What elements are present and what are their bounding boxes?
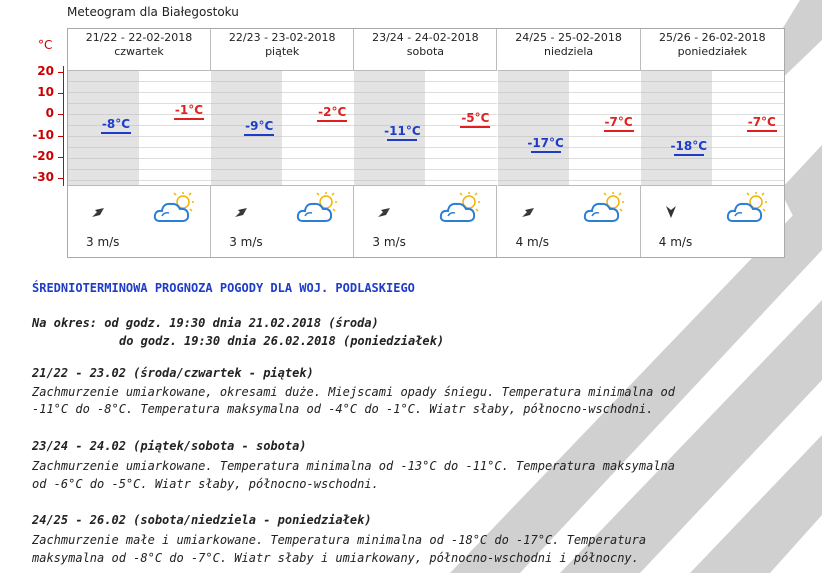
y-tick-label: -30 bbox=[32, 170, 54, 184]
min-temperature-label: -17°C bbox=[527, 136, 564, 151]
day-date: 21/22 - 22-02-2018 bbox=[85, 31, 193, 44]
max-temperature-label: -1°C bbox=[174, 102, 204, 117]
day-date: 25/26 - 26-02-2018 bbox=[659, 31, 766, 44]
wind-direction-icon bbox=[376, 204, 392, 220]
wind-speed: 3 m/s bbox=[372, 235, 406, 249]
forecast-heading: ŚREDNIOTERMINOWA PROGNOZA POGODY DLA WOJ. PODLASKIEGO bbox=[32, 281, 415, 295]
day-weekday: sobota bbox=[406, 45, 444, 58]
min-temperature-label: -9°C bbox=[245, 119, 274, 134]
max-temperature-label: -2°C bbox=[318, 104, 347, 119]
day-date: 24/25 - 25-02-2018 bbox=[515, 31, 622, 44]
max-temperature-bar bbox=[604, 130, 634, 132]
min-temperature-label: -18°C bbox=[670, 138, 708, 153]
day-header bbox=[68, 29, 210, 71]
day-weekday: poniedziałek bbox=[677, 45, 747, 58]
day-column bbox=[68, 29, 211, 257]
day-period bbox=[425, 71, 497, 185]
min-temperature-bar bbox=[244, 134, 274, 136]
forecast-section-2-title: 23/24 - 24.02 (piątek/sobota - sobota) bbox=[32, 439, 307, 453]
y-tick-label: 20 bbox=[37, 64, 54, 78]
y-tick-label: 10 bbox=[37, 85, 54, 100]
min-temperature-bar bbox=[531, 151, 561, 153]
partly-cloudy-icon bbox=[295, 191, 339, 225]
forecast-section-2-line2: od -6°C do -5°C. Wiatr słaby, północno-wschodni. bbox=[32, 477, 379, 491]
row-divider bbox=[498, 185, 641, 186]
min-temperature-bar bbox=[387, 139, 417, 141]
day-period bbox=[139, 71, 211, 185]
day-period bbox=[282, 71, 354, 185]
day-header bbox=[498, 29, 640, 71]
wind-speed: 4 m/s bbox=[515, 235, 550, 249]
wind-direction-icon bbox=[663, 204, 679, 220]
wind-direction-icon bbox=[520, 204, 536, 220]
meteogram-title: Meteogram dla Białegostoku bbox=[67, 5, 239, 19]
temperature-unit: °C bbox=[38, 38, 53, 52]
forecast-section-1-line1: Zachmurzenie umiarkowane, okresami duże. Miejscami opady śniegu. Temperatura minimalna od bbox=[32, 385, 675, 399]
wind-direction-icon bbox=[90, 204, 106, 220]
meteogram-chart bbox=[67, 28, 785, 258]
day-column bbox=[498, 29, 641, 257]
forecast-section-3-title: 24/25 - 26.02 (sobota/niedziela - poniedziałek) bbox=[32, 513, 372, 527]
min-temperature-bar bbox=[101, 132, 131, 134]
wind-direction-icon bbox=[233, 204, 249, 220]
day-weekday: piątek bbox=[265, 45, 300, 58]
partly-cloudy-icon bbox=[152, 191, 196, 225]
max-temperature-label: -7°C bbox=[604, 115, 633, 130]
forecast-section-2-line1: Zachmurzenie umiarkowane. Temperatura minimalna od -13°C do -11°C. Temperatura maksymalna bbox=[32, 459, 675, 473]
day-column bbox=[211, 29, 354, 257]
max-temperature-bar bbox=[317, 120, 347, 122]
forecast-section-3-line1: Zachmurzenie małe i umiarkowane. Temperatura minimalna od -18°C do -17°C. Temperatura bbox=[32, 533, 647, 547]
day-weekday: czwartek bbox=[114, 45, 164, 58]
max-temperature-label: -5°C bbox=[461, 111, 490, 125]
forecast-period-line1: Na okres: od godz. 19:30 dnia 21.02.2018 (środa) bbox=[32, 316, 379, 330]
wind-speed: 3 m/s bbox=[229, 235, 263, 249]
day-column bbox=[354, 29, 497, 257]
partly-cloudy-icon bbox=[438, 191, 482, 225]
row-divider bbox=[68, 185, 211, 186]
partly-cloudy-icon bbox=[582, 191, 626, 225]
max-temperature-bar bbox=[174, 118, 204, 120]
day-date: 23/24 - 24-02-2018 bbox=[372, 31, 479, 44]
partly-cloudy-icon bbox=[725, 191, 769, 225]
max-temperature-bar bbox=[460, 126, 490, 128]
forecast-section-1-line2: -11°C do -8°C. Temperatura maksymalna od -4°C do -1°C. Wiatr słaby, północno-wschodni. bbox=[32, 402, 654, 416]
forecast-section-3-line2: maksymalna od -8°C do -7°C. Wiatr słaby i umiarkowany, północno-wschodni i północny. bbox=[32, 551, 639, 565]
row-divider bbox=[641, 185, 784, 186]
min-temperature-bar bbox=[674, 154, 704, 156]
day-weekday: niedziela bbox=[544, 45, 594, 58]
day-header bbox=[354, 29, 496, 71]
day-column bbox=[641, 29, 784, 257]
min-temperature-label: -8°C bbox=[101, 117, 131, 132]
max-temperature-label: -7°C bbox=[747, 115, 776, 130]
wind-speed: 4 m/s bbox=[658, 235, 693, 249]
max-temperature-bar bbox=[747, 130, 777, 132]
wind-speed: 3 m/s bbox=[86, 235, 120, 249]
row-divider bbox=[354, 185, 497, 186]
row-divider bbox=[211, 185, 354, 186]
min-temperature-label: -11°C bbox=[384, 123, 421, 138]
night-period bbox=[641, 71, 712, 185]
day-header bbox=[641, 29, 784, 71]
forecast-section-1-title: 21/22 - 23.02 (środa/czwartek - piątek) bbox=[32, 366, 314, 380]
y-tick-label: -10 bbox=[32, 127, 54, 142]
forecast-period-line2: do godz. 19:30 dnia 26.02.2018 (poniedziałek) bbox=[119, 334, 445, 348]
y-axis-line bbox=[63, 66, 64, 186]
day-date: 22/23 - 23-02-2018 bbox=[228, 31, 336, 44]
y-tick-label: 0 bbox=[45, 106, 54, 121]
day-header bbox=[211, 29, 353, 71]
night-period bbox=[498, 71, 569, 185]
y-tick-label: -20 bbox=[32, 148, 54, 163]
